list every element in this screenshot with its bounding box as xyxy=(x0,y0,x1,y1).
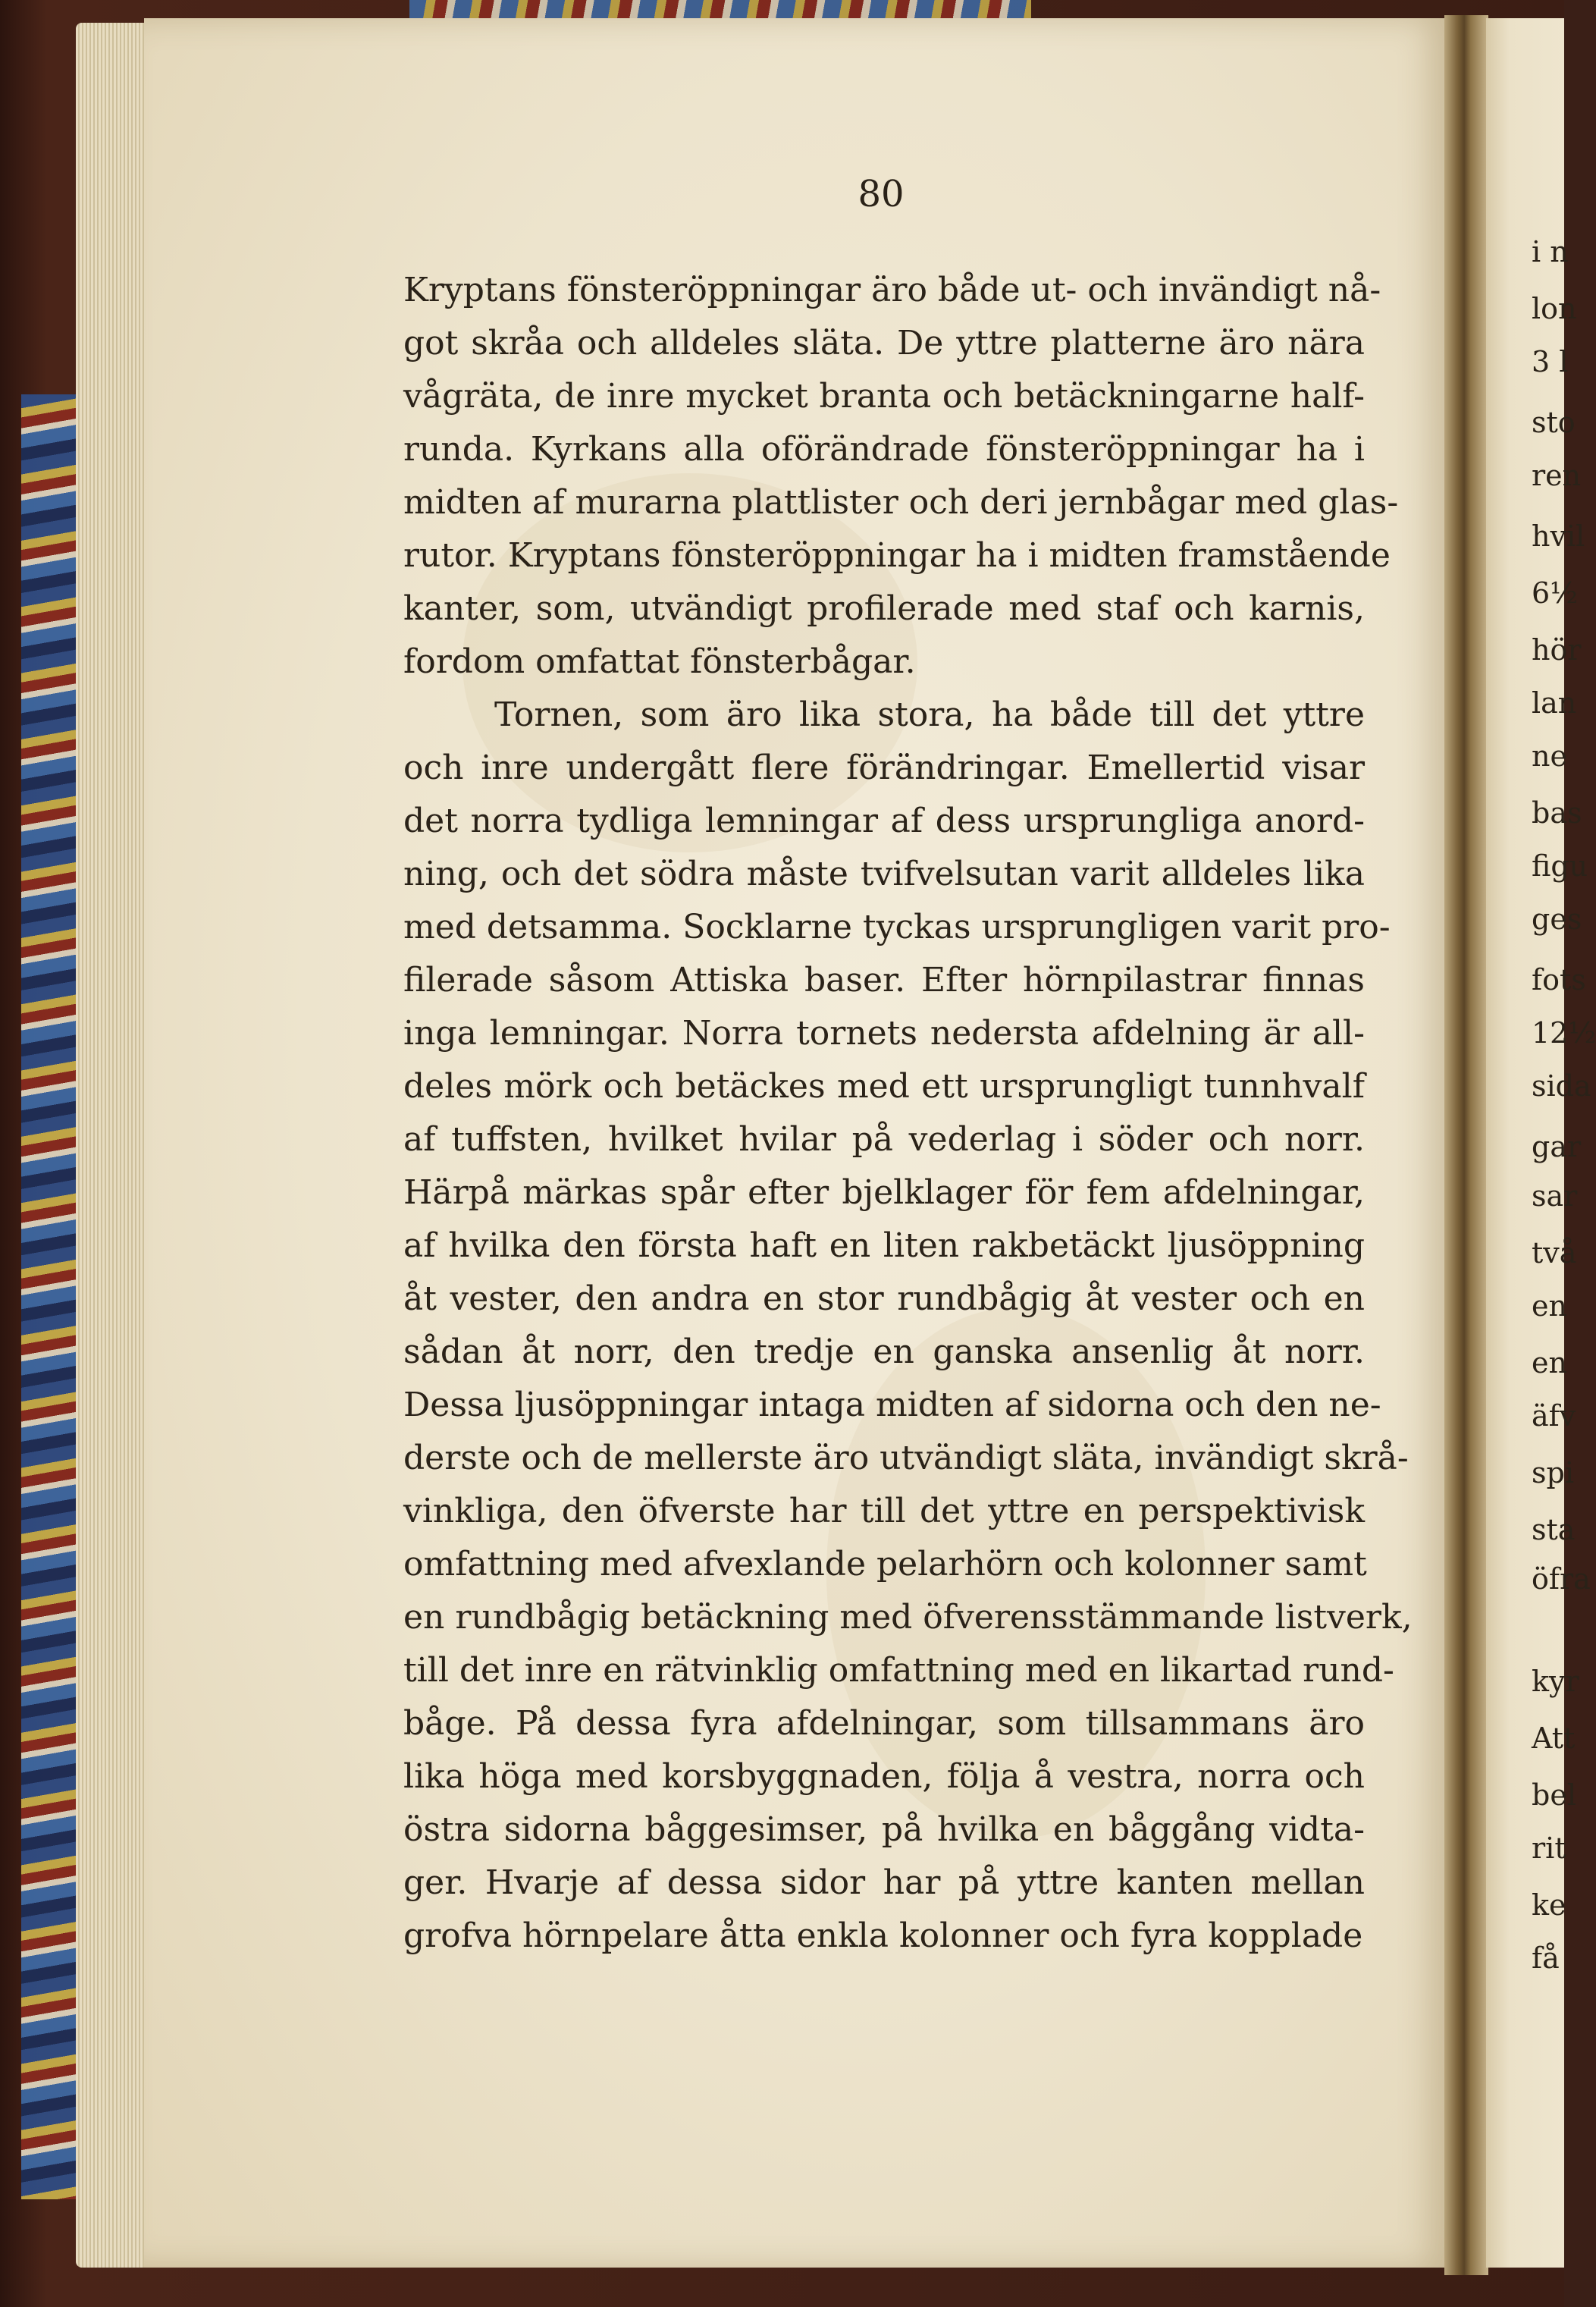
opposite-page-text-fragment: ne xyxy=(1532,739,1567,773)
text-line: med detsamma. Socklarne tyckas ursprungligen varit pro- xyxy=(403,908,1391,946)
opposite-page-text-fragment: 3 l xyxy=(1532,345,1569,378)
text-line: omfattning med afvexlande pelarhörn och kolonner samt xyxy=(403,1545,1367,1584)
text-line: båge. På dessa fyra afdelningar, som tillsammans äro xyxy=(403,1704,1365,1743)
opposite-page-text-fragment: sto xyxy=(1532,406,1576,439)
opposite-page-text-fragment: lon xyxy=(1532,292,1577,325)
opposite-page-text-fragment: öfra xyxy=(1532,1562,1591,1596)
opposite-page-text-fragment: få xyxy=(1532,1941,1560,1975)
text-line: vinkliga, den öfverste har till det yttre en perspektivisk xyxy=(403,1492,1365,1530)
text-line: det norra tydliga lemningar af dess ursprungliga anord- xyxy=(403,802,1365,840)
opposite-page-text-fragment: sta xyxy=(1532,1513,1576,1546)
opposite-page-text-fragment: fots xyxy=(1532,963,1586,997)
opposite-page-text-fragment: 12½ xyxy=(1532,1016,1596,1050)
text-line: till det inre en rätvinklig omfattning med en likartad rund- xyxy=(403,1651,1394,1690)
marbled-endpaper-top xyxy=(409,0,1031,20)
text-line: kanter, som, utvändigt profilerade med staf och karnis, xyxy=(403,589,1365,628)
opposite-page-text-fragment: kyr xyxy=(1532,1665,1579,1698)
text-line: got skråa och alldeles släta. De yttre platterne äro nära xyxy=(403,324,1365,363)
opposite-page-text-fragment: i n xyxy=(1532,235,1569,268)
text-line: Dessa ljusöppningar intaga midten af sidorna och den ne- xyxy=(403,1386,1381,1424)
text-line: midten af murarna plattlister och deri jernbågar med glas- xyxy=(403,483,1399,522)
opposite-page-text-fragment: hör xyxy=(1532,633,1582,667)
text-line: ger. Hvarje af dessa sidor har på yttre kanten mellan xyxy=(403,1863,1365,1902)
opposite-page-text-fragment: en xyxy=(1532,1289,1567,1323)
page-number: 80 xyxy=(858,173,905,215)
text-line: Tornen, som äro lika stora, ha både till det yttre xyxy=(494,695,1365,734)
text-line: filerade såsom Attiska baser. Efter hörnpilastrar finnas xyxy=(403,961,1365,1000)
opposite-page-text-fragment: lan xyxy=(1532,686,1577,720)
text-line: Härpå märkas spår efter bjelklager för fem afdelningar, xyxy=(403,1173,1365,1212)
text-line: sådan åt norr, den tredje en ganska ansenlig åt norr. xyxy=(403,1332,1365,1371)
opposite-page-text-fragment: sida xyxy=(1532,1069,1591,1103)
opposite-page-text-fragment: två xyxy=(1532,1236,1577,1270)
opposite-page-text-fragment: bas xyxy=(1532,796,1582,830)
opposite-page-text-fragment: ke xyxy=(1532,1888,1566,1922)
text-line: vågräta, de inre mycket branta och betäckningarne half- xyxy=(403,377,1365,416)
text-line: ning, och det södra måste tvifvelsutan varit alldeles lika xyxy=(403,855,1365,893)
opposite-page-edge xyxy=(1486,18,1596,2268)
text-line: en rundbågig betäckning med öfverensstämmande listverk, xyxy=(403,1598,1413,1637)
text-line: åt vester, den andra en stor rundbågig åt vester och en xyxy=(403,1279,1365,1318)
text-line: deles mörk och betäckes med ett ursprungligt tunnhvalf xyxy=(403,1067,1365,1106)
opposite-page-text-fragment: 6½ xyxy=(1532,576,1579,610)
opposite-page-text-fragment: Att xyxy=(1532,1722,1576,1755)
opposite-page-text-fragment: gar xyxy=(1532,1130,1582,1163)
marbled-endpaper-left xyxy=(21,394,80,2199)
text-line: fordom omfattat fönsterbågar. xyxy=(403,642,916,681)
text-line: derste och de mellerste äro utvändigt släta, invändigt skrå- xyxy=(403,1439,1409,1477)
book-gutter xyxy=(1444,15,1488,2275)
text-line: Kryptans fönsteröppningar äro både ut- och invändigt nå- xyxy=(403,271,1381,309)
text-line: rutor. Kryptans fönsteröppningar ha i midten framstående xyxy=(403,536,1391,575)
opposite-page-text-fragment: äfv xyxy=(1532,1399,1576,1433)
opposite-page-text-fragment: spi xyxy=(1532,1456,1574,1489)
opposite-page-text-fragment: sar xyxy=(1532,1179,1578,1213)
opposite-page-text-fragment: en xyxy=(1532,1346,1567,1379)
text-line: inga lemningar. Norra tornets nedersta afdelning är all- xyxy=(403,1014,1365,1053)
text-line: runda. Kyrkans alla oförändrade fönsteröppningar ha i xyxy=(403,430,1365,469)
text-line: och inre undergått flere förändringar. Emellertid visar xyxy=(403,749,1365,787)
opposite-page-text-fragment: ges xyxy=(1532,902,1582,936)
text-line: östra sidorna båggesimser, på hvilka en båggång vidta- xyxy=(403,1810,1365,1849)
body-text xyxy=(403,264,1413,1963)
text-line: grofva hörnpelare åtta enkla kolonner och fyra kopplade xyxy=(403,1916,1363,1955)
opposite-page-text-fragment: ren xyxy=(1532,459,1582,492)
text-line: af tuffsten, hvilket hvilar på vederlag i söder och norr. xyxy=(403,1120,1365,1159)
opposite-page-text-fragment: bel xyxy=(1532,1778,1576,1812)
text-line: lika höga med korsbyggnaden, följa å vestra, norra och xyxy=(403,1757,1365,1796)
opposite-page-text-fragment: hvil xyxy=(1532,519,1585,553)
opposite-page-text-fragment: rit xyxy=(1532,1831,1566,1865)
opposite-page-text-fragment: figu xyxy=(1532,849,1588,883)
text-line: af hvilka den första haft en liten rakbetäckt ljusöppning xyxy=(403,1226,1365,1265)
